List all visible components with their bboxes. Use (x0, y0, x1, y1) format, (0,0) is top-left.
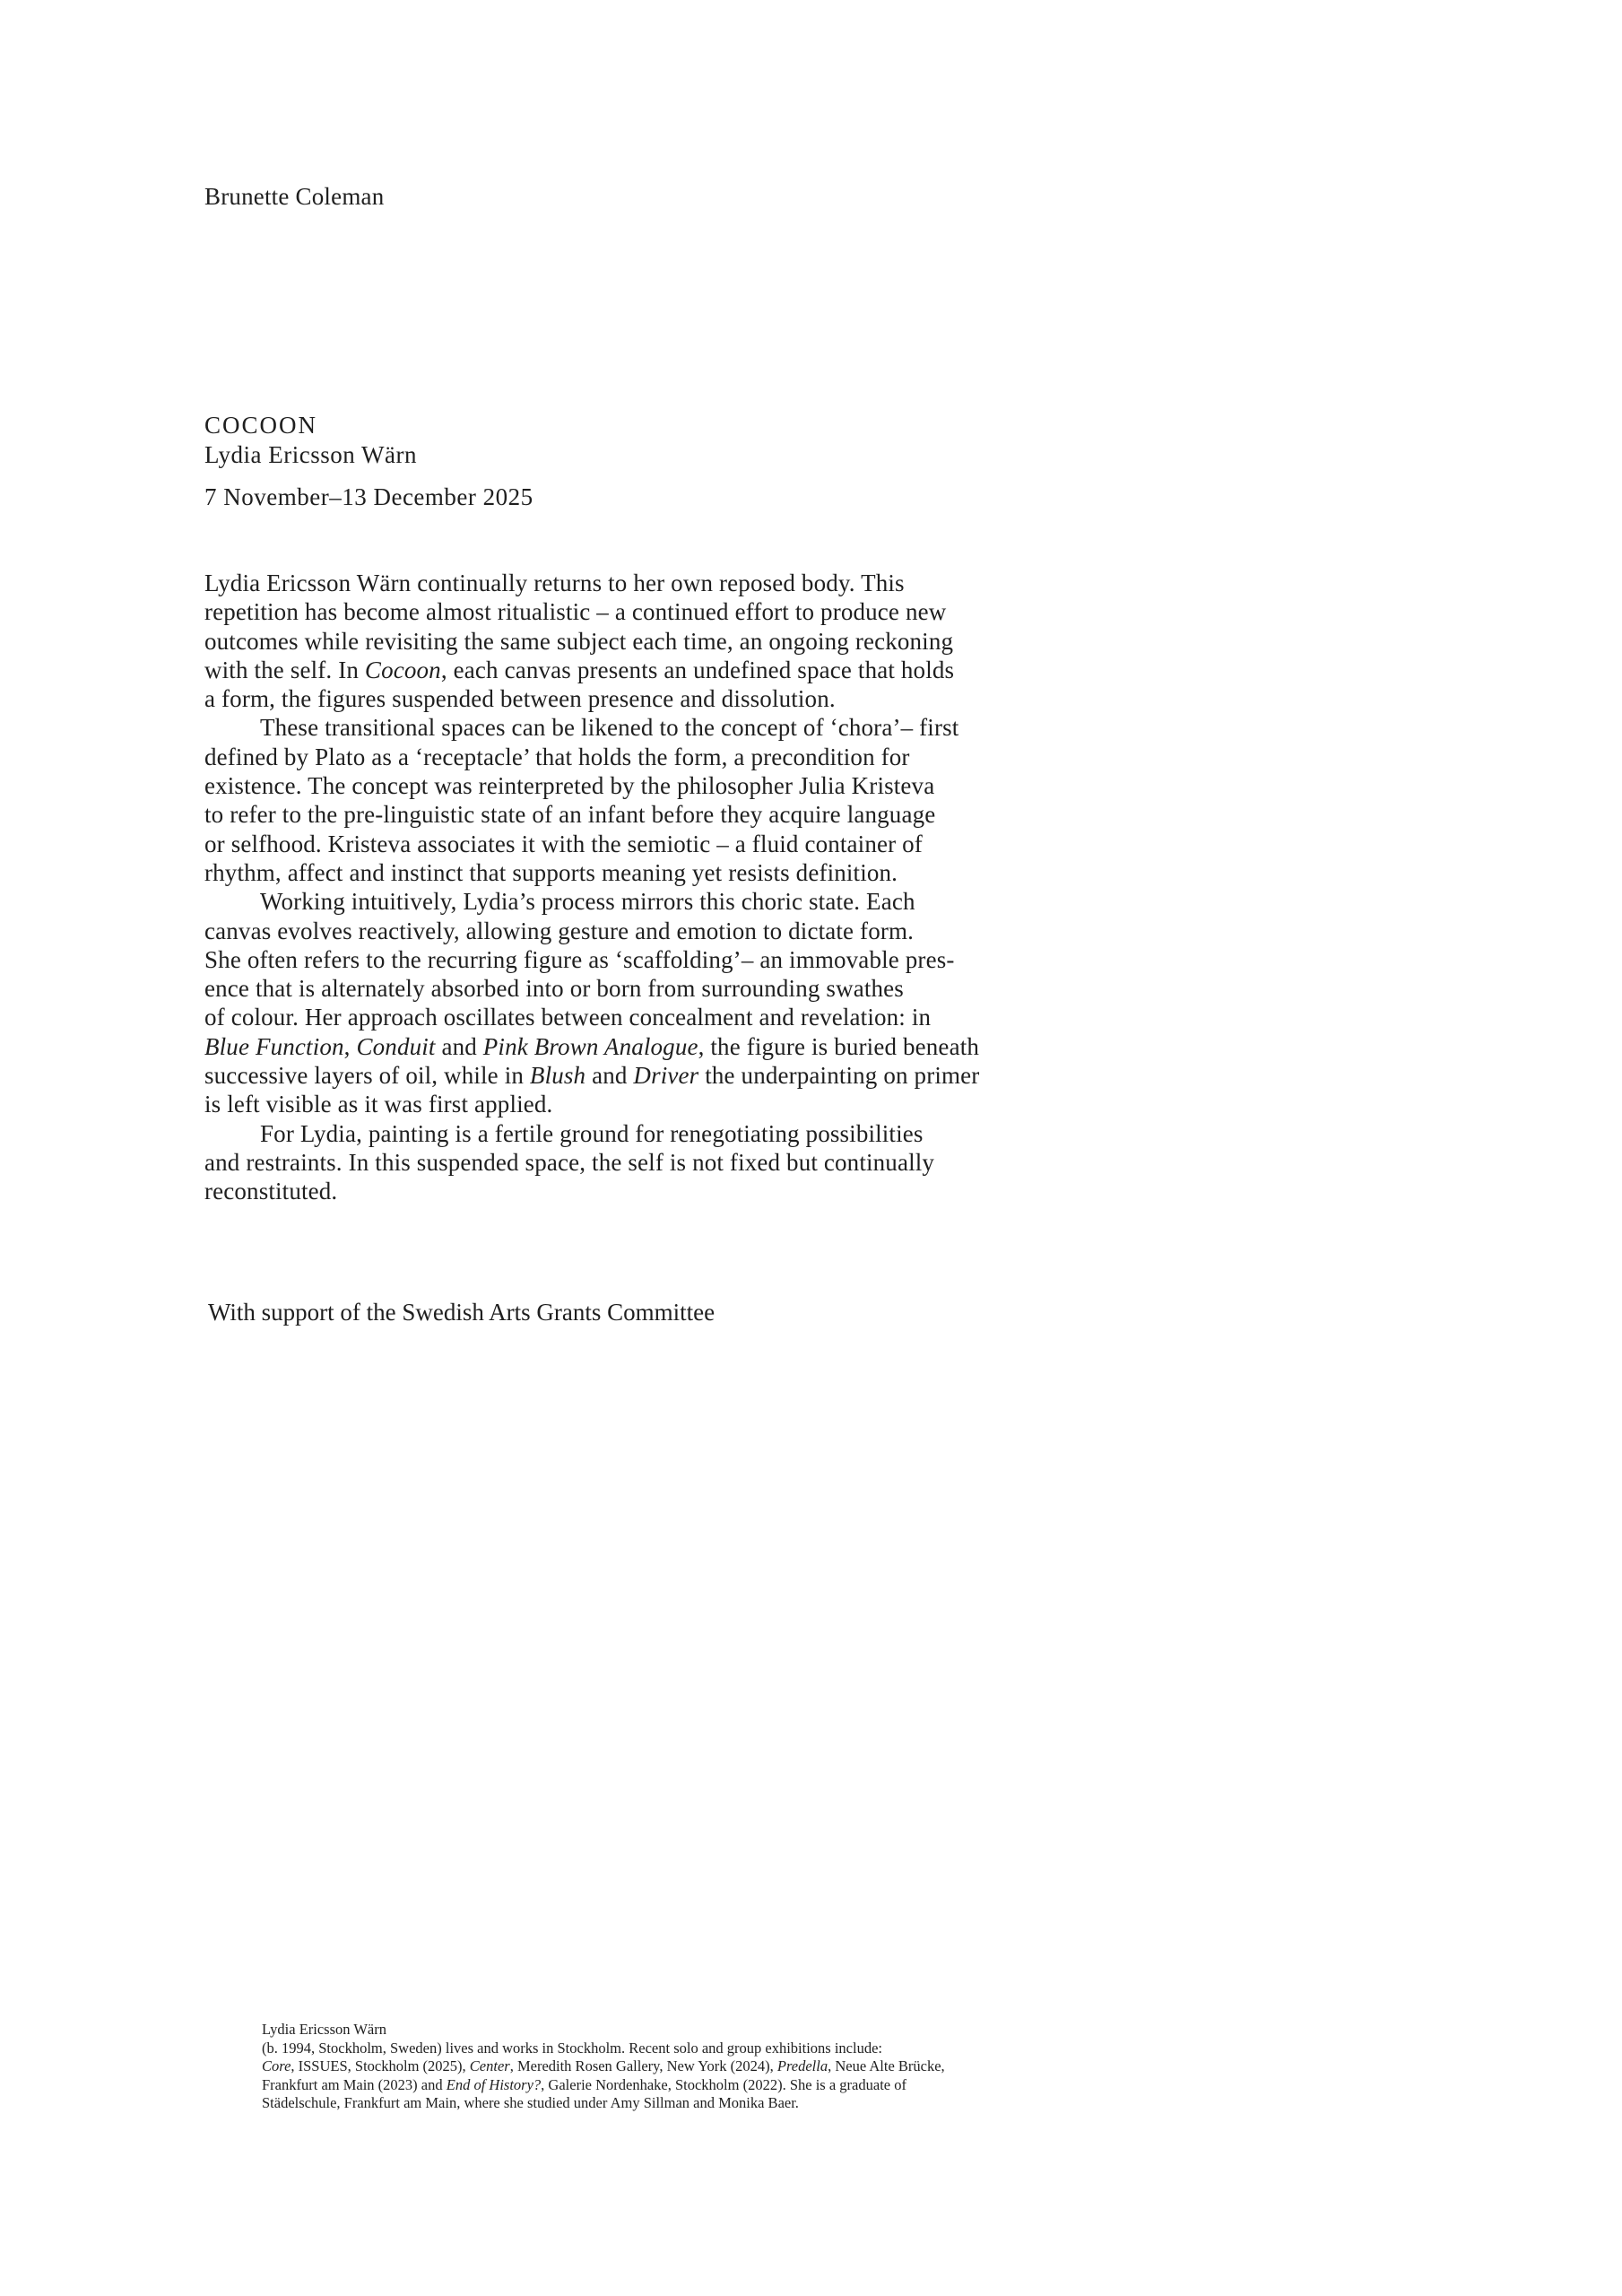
body-line (204, 1177, 1101, 1205)
text-run: Städelschule, Frankfurt am Main, where she studied under Amy Sillman and Monika Baer. (262, 2094, 799, 2111)
text-run: or selfhood. Kristeva associates it with the semiotic – a fluid container of (204, 830, 923, 857)
body-line (204, 887, 1101, 916)
body-line (204, 771, 1101, 800)
gallery-name: Brunette Coleman (204, 183, 385, 210)
body-line (204, 713, 1101, 742)
paragraph (204, 569, 1101, 713)
text-run: and (435, 1032, 483, 1060)
text-run: rhythm, affect and instinct that supports meaning yet resists definition. (204, 858, 898, 886)
bio-name (262, 2021, 1069, 2039)
text-run: and restraints. In this suspended space, the self is not fixed but continually (204, 1148, 935, 1176)
body-line (204, 945, 1101, 974)
body-line (204, 743, 1101, 771)
body-line (204, 1061, 1101, 1090)
text-run: , Meredith Rosen Gallery, New York (2024), (509, 2057, 777, 2074)
artwork-title: Blush (529, 1062, 586, 1090)
body-line (204, 569, 1101, 597)
text-run: Working intuitively, Lydia’s process mirrors this choric state. Each (260, 888, 915, 916)
bio-line (262, 2076, 1069, 2095)
exhibition-dates: 7 November–13 December 2025 (204, 483, 533, 510)
paragraph (204, 1119, 1101, 1206)
text-run: reconstituted. (204, 1178, 338, 1205)
body-line (204, 1090, 1101, 1118)
artwork-title: End of History? (446, 2075, 542, 2093)
bio-line (262, 2039, 1069, 2058)
text-run: , Neue Alte Brücke, (828, 2057, 945, 2074)
text-run: These transitional spaces can be likened to the concept of ‘chora’– first (260, 714, 959, 742)
body-line (204, 1003, 1101, 1031)
text-run: (b. 1994, Stockholm, Sweden) lives and works in Stockholm. Recent solo and group exhibitions include: (262, 2039, 883, 2057)
paragraph (204, 887, 1101, 1118)
text-run: She often refers to the recurring figure as ‘scaffolding’– an immovable pres- (204, 945, 955, 973)
body-line (204, 800, 1101, 829)
text-run: is left visible as it was first applied. (204, 1091, 553, 1118)
text-run: defined by Plato as a ‘receptacle’ that holds the form, a precondition for (204, 743, 910, 770)
body-line (204, 1032, 1101, 1061)
text-run: to refer to the pre-linguistic state of an infant before they acquire language (204, 801, 936, 829)
text-run: , the figure is buried beneath (698, 1032, 980, 1060)
text-run: successive layers of oil, while in (204, 1062, 530, 1090)
artwork-title: Blue Function (204, 1032, 344, 1060)
body-line (204, 917, 1101, 945)
text-run: and (585, 1062, 634, 1090)
artwork-title: Predella (776, 2057, 828, 2074)
body-line (204, 858, 1101, 887)
artwork-title: Core (262, 2057, 291, 2074)
artwork-title: Cocoon (364, 656, 441, 683)
text-run: , Galerie Nordenhake, Stockholm (2022). She is a graduate of (541, 2075, 906, 2093)
paragraph (204, 713, 1101, 887)
text-run: Lydia Ericsson Wärn continually returns to her own reposed body. This (204, 570, 905, 596)
exhibition-title: COCOON (204, 412, 318, 439)
bio-line (262, 2094, 1069, 2113)
body-line (204, 830, 1101, 858)
text-run: , each canvas presents an undefined space that holds (440, 656, 955, 683)
artwork-title: Center (469, 2057, 510, 2074)
artwork-title: Driver (633, 1062, 699, 1090)
text-run: ence that is alternately absorbed into or born from surrounding swathes (204, 975, 904, 1003)
text-run: Lydia Ericsson Wärn (262, 2021, 386, 2038)
artist-bio (262, 2021, 1069, 2113)
body-line (204, 974, 1101, 1003)
body-line (204, 627, 1101, 656)
text-run: For Lydia, painting is a fertile ground for renegotiating possibilities (260, 1119, 924, 1147)
text-run: Frankfurt am Main (2023) and (262, 2075, 447, 2093)
text-run: , ISSUES, Stockholm (2025), (291, 2057, 470, 2074)
text-run: a form, the figures suspended between presence and dissolution. (204, 685, 836, 713)
artist-name: Lydia Ericsson Wärn (204, 441, 417, 468)
text-run: of colour. Her approach oscillates between concealment and revelation: in (204, 1004, 932, 1031)
text-run: with the self. In (204, 656, 365, 683)
body-line (204, 597, 1101, 626)
body-line (204, 1119, 1101, 1148)
text-run: repetition has become almost ritualistic – a continued effort to produce new (204, 598, 947, 626)
body-line (204, 684, 1101, 713)
artwork-title: Conduit (356, 1032, 436, 1060)
support-credit: With support of the Swedish Arts Grants Committee (208, 1299, 716, 1326)
artwork-title: Pink Brown Analogue (482, 1032, 698, 1060)
press-release-body (204, 569, 1101, 1206)
text-run: canvas evolves reactively, allowing gesture and emotion to dictate form. (204, 917, 915, 944)
text-run: the underpainting on primer (698, 1062, 980, 1090)
text-run: outcomes while revisiting the same subject each time, an ongoing reckoning (204, 627, 954, 655)
bio-line (262, 2057, 1069, 2076)
text-run: existence. The concept was reinterpreted by the philosopher Julia Kristeva (204, 772, 935, 800)
body-line (204, 1148, 1101, 1177)
text-run: , (343, 1032, 357, 1060)
body-line (204, 656, 1101, 684)
